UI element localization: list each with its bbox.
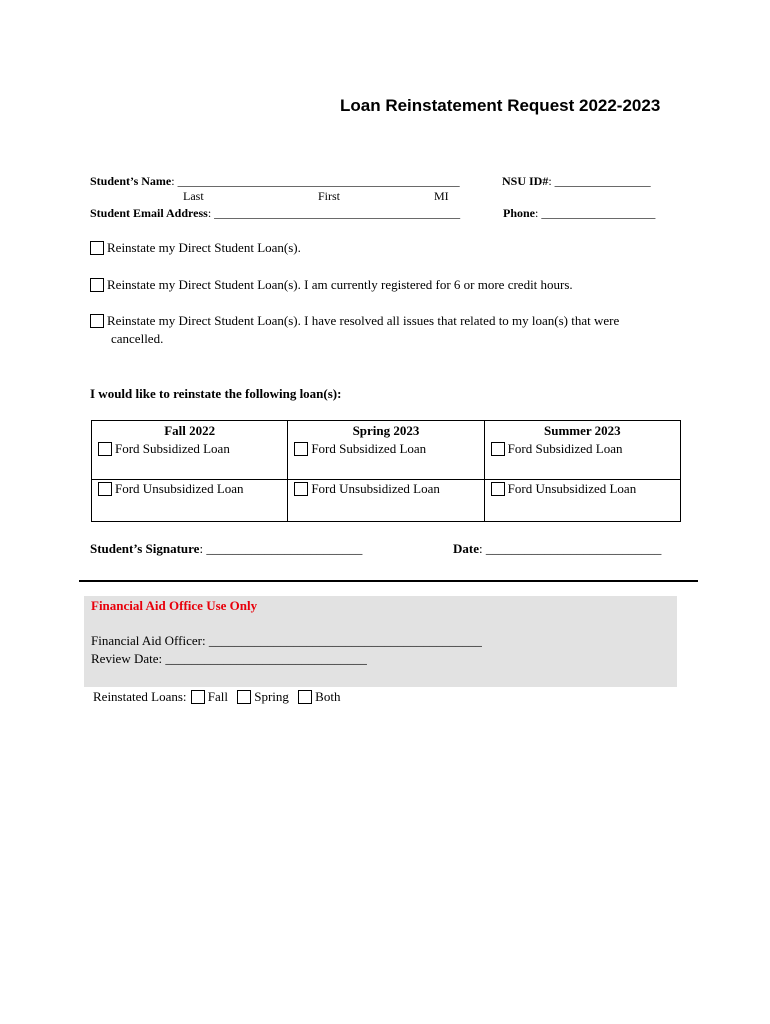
section-divider	[79, 580, 698, 582]
student-name-row	[90, 174, 460, 189]
term-fall: Fall 2022	[92, 421, 288, 440]
summer-unsubsidized-cell	[484, 480, 680, 522]
fall-subsidized-cell	[92, 439, 288, 480]
option-registered	[90, 277, 573, 293]
sub-label-mi: MI	[434, 189, 449, 203]
sub-label-first: First	[318, 189, 341, 203]
nsu-id-field[interactable]: : ________________	[548, 174, 651, 188]
spring-subsidized-cell	[288, 439, 484, 480]
spring-unsubsidized-checkbox[interactable]	[294, 482, 308, 496]
reinstated-loans-row	[93, 689, 340, 705]
summer-subsidized-checkbox[interactable]	[491, 442, 505, 456]
option-registered-label: Reinstate my Direct Student Loan(s). I am currently registered for 6 or more credit hours.	[107, 277, 573, 292]
spring-subsidized-checkbox[interactable]	[294, 442, 308, 456]
fall-unsubsidized-label: Ford Unsubsidized Loan	[115, 481, 244, 496]
option-reinstate	[90, 240, 301, 256]
fall-subsidized-label: Ford Subsidized Loan	[115, 441, 230, 456]
reinstated-spring-label: Spring	[254, 689, 289, 704]
spring-unsubsidized-cell	[288, 480, 484, 522]
date-field[interactable]: : ___________________________	[479, 541, 662, 556]
fall-subsidized-checkbox[interactable]	[98, 442, 112, 456]
review-date-field[interactable]: Review Date: _______________________________	[91, 651, 367, 666]
sub-label-last: Last	[183, 189, 204, 203]
reinstated-spring-checkbox[interactable]	[237, 690, 251, 704]
summer-subsidized-cell	[484, 439, 680, 480]
signature-row	[90, 541, 362, 557]
option-resolved-label: Reinstate my Direct Student Loan(s). I have resolved all issues that related to my loan(s) that were	[107, 313, 620, 328]
officer-field[interactable]: Financial Aid Officer: __________________________________________	[91, 633, 482, 648]
office-heading: Financial Aid Office Use Only	[91, 598, 258, 613]
fall-unsubsidized-checkbox[interactable]	[98, 482, 112, 496]
signature-label: Student’s Signature	[90, 541, 200, 556]
term-summer: Summer 2023	[484, 421, 680, 440]
summer-unsubsidized-checkbox[interactable]	[491, 482, 505, 496]
reinstated-fall-label: Fall	[207, 689, 228, 704]
spring-unsubsidized-label: Ford Unsubsidized Loan	[311, 481, 440, 496]
nsu-id-label: NSU ID#	[502, 174, 549, 188]
email-row	[90, 206, 460, 221]
option-resolved-label-cont: cancelled.	[111, 331, 164, 346]
term-spring: Spring 2023	[288, 421, 484, 440]
email-label: Student Email Address	[90, 206, 208, 220]
spring-subsidized-label: Ford Subsidized Loan	[311, 441, 427, 456]
table-row	[92, 439, 681, 480]
nsu-id-row	[502, 174, 651, 189]
phone-field[interactable]: : ___________________	[535, 206, 656, 220]
option-resolved	[90, 313, 619, 329]
reinstated-fall-checkbox[interactable]	[191, 690, 205, 704]
loans-table-header	[92, 421, 681, 440]
fall-unsubsidized-cell	[92, 480, 288, 522]
student-name-label: Student’s Name	[90, 174, 172, 188]
option-reinstate-label: Reinstate my Direct Student Loan(s).	[107, 240, 301, 255]
email-field[interactable]: : _________________________________________	[207, 206, 461, 220]
student-name-field[interactable]: : _______________________________________________	[171, 174, 460, 188]
phone-label: Phone	[503, 206, 536, 220]
summer-subsidized-label: Ford Subsidized Loan	[507, 441, 623, 456]
table-row	[92, 480, 681, 522]
reinstated-loans-label: Reinstated Loans:	[93, 689, 187, 704]
summer-unsubsidized-label: Ford Unsubsidized Loan	[507, 481, 637, 496]
option-registered-checkbox[interactable]	[90, 278, 104, 292]
phone-row	[503, 206, 655, 221]
date-label: Date	[453, 541, 479, 556]
page-title: Loan Reinstatement Request 2022-2023	[340, 96, 661, 115]
date-row	[453, 541, 661, 557]
signature-field[interactable]: : ________________________	[199, 541, 363, 556]
reinstated-both-label: Both	[315, 689, 341, 704]
reinstated-both-checkbox[interactable]	[298, 690, 312, 704]
option-reinstate-checkbox[interactable]	[90, 241, 104, 255]
option-resolved-checkbox[interactable]	[90, 314, 104, 328]
loans-table	[91, 420, 681, 522]
loans-heading: I would like to reinstate the following loan(s):	[90, 386, 342, 401]
